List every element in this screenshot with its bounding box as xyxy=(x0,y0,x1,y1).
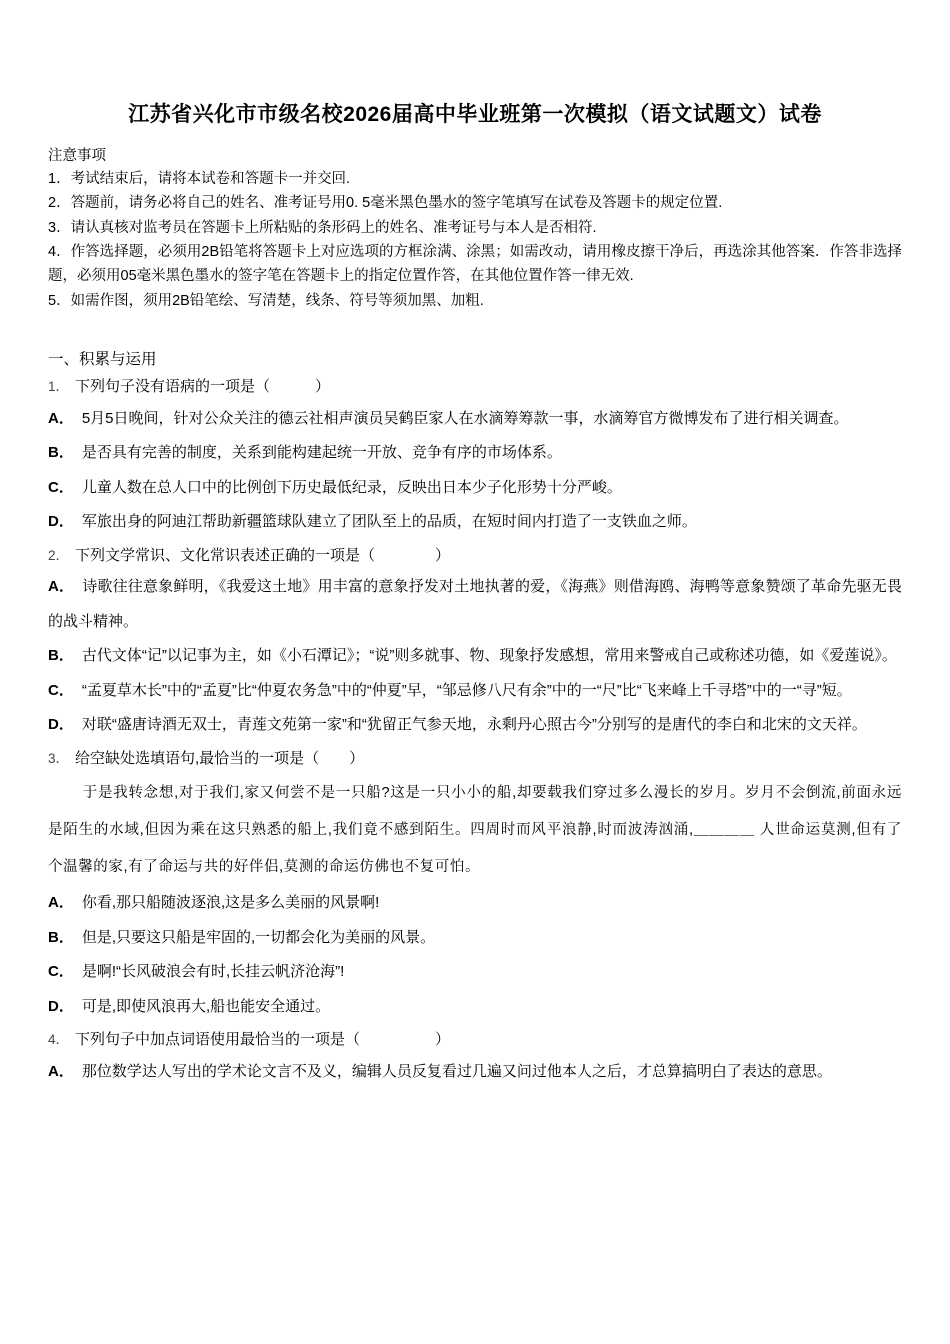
question-block-2 xyxy=(48,542,902,743)
option-text: 诗歌往往意象鲜明，《我爱这土地》用丰富的意象抒发对土地执著的爱，《海燕》则借海鸥、海鸭等意象赞颂了革命先驱无畏的战斗精神。 xyxy=(48,578,902,630)
question-stem xyxy=(48,1026,902,1055)
option-row xyxy=(48,708,902,743)
option-letter: D． xyxy=(48,997,74,1015)
option-letter: D． xyxy=(48,716,74,734)
question-block-3 xyxy=(48,745,902,1024)
option-row xyxy=(48,639,902,674)
option-text: 那位数学达人写出的学术论文言不及义，编辑人员反复看过几遍又问过他本人之后，才总算搞明白了表达的意思。 xyxy=(81,1062,832,1080)
question-stem xyxy=(48,542,902,571)
option-letter: A． xyxy=(48,578,75,596)
option-text: 儿童人数在总人口中的比例创下历史最低纪录，反映出日本少子化形势十分严峻。 xyxy=(81,478,622,496)
option-text: 是啊!“长风破浪会有时,长挂云帆济沧海”! xyxy=(81,963,345,981)
option-letter: B． xyxy=(48,647,74,665)
option-letter: B． xyxy=(48,444,74,462)
option-letter: B． xyxy=(48,928,74,946)
option-text: 5月5日晚间，针对公众关注的德云社相声演员吴鹤臣家人在水滴筹筹款一事，水滴筹官方微博发布了进行相关调查。 xyxy=(81,409,849,427)
notice-item: 1．考试结束后，请将本试卷和答题卡一并交回. xyxy=(48,171,351,187)
notice-section xyxy=(48,144,902,313)
option-text: 是否具有完善的制度，关系到能构建起统一开放、竞争有序的市场体系。 xyxy=(81,444,562,462)
option-text: 军旅出身的阿迪江帮助新疆篮球队建立了团队至上的品质，在短时间内打造了一支铁血之师。 xyxy=(81,513,697,531)
option-row xyxy=(48,990,902,1025)
question-number: 1． xyxy=(48,379,70,395)
option-text: 可是,即使风浪再大,船也能安全通过。 xyxy=(81,997,331,1015)
question-block-4 xyxy=(48,1026,902,1089)
question-stem-text: 下列句子没有语病的一项是（ ） xyxy=(75,378,331,396)
option-row xyxy=(48,402,902,437)
option-row xyxy=(48,1055,902,1090)
option-row xyxy=(48,955,902,990)
notice-item: 2．答题前，请务必将自己的姓名、准考证号用0. 5毫米黑色墨水的签字笔填写在试卷及答题卡的规定位置. xyxy=(48,195,723,212)
section-heading: 一、积累与运用 xyxy=(48,351,157,369)
option-row xyxy=(48,921,902,956)
question-number: 3． xyxy=(48,750,70,766)
page-title: 江苏省兴化市市级名校2026届高中毕业班第一次模拟（语文试题文）试卷 xyxy=(128,103,822,126)
question-stem xyxy=(48,373,902,402)
option-row xyxy=(48,505,902,540)
question-block-1 xyxy=(48,373,902,540)
question-passage: 于是我转念想,对于我们,家又何尝不是一只船?这是一只小小的船,却要载我们穿过多么漫长的岁月。岁月不会倒流,前面永远是陌生的水域,但因为乘在这只熟悉的船上,我们竟不感到陌生。四周时而风平浪静,时而波涛汹涌,＿＿＿＿ 人世命运莫测,但有了个温馨的家,有了命运与共的好伴侣,莫测的命运仿佛也不复可怕。 xyxy=(48,785,902,876)
question-stem-text: 下列文学常识、文化常识表述正确的一项是（ ） xyxy=(75,546,451,564)
option-text: 你看,那只船随波逐浪,这是多么美丽的风景啊! xyxy=(81,894,380,912)
option-letter: C． xyxy=(48,963,74,981)
option-row xyxy=(48,674,902,709)
option-text: 对联“盛唐诗酒无双士，青莲文苑第一家”和“犹留正气参天地，永剩丹心照古今”分别写的是唐代的李白和北宋的文天祥。 xyxy=(81,716,867,734)
option-text: 古代文体“记”以记事为主，如《小石潭记》；“说”则多就事、物、现象抒发感想，常用来警戒自己或称述功德，如《爱莲说》。 xyxy=(81,647,897,665)
option-row xyxy=(48,471,902,506)
notice-item: 4．作答选择题，必须用2B铅笔将答题卡上对应选项的方框涂满、涂黑；如需改动，请用橡皮擦干净后，再选涂其他答案．作答非选择题，必须用05毫米黑色墨水的签字笔在答题卡上的指定位置作答，在其他位置作答一律无效. xyxy=(48,244,902,285)
question-number: 2． xyxy=(48,547,70,563)
question-stem xyxy=(48,745,902,774)
question-stem-text: 下列句子中加点词语使用最恰当的一项是（ ） xyxy=(75,1031,451,1049)
notice-heading: 注意事项 xyxy=(48,148,106,164)
option-letter: A． xyxy=(48,409,74,427)
option-row xyxy=(48,886,902,921)
option-row xyxy=(48,570,902,639)
option-letter: A． xyxy=(48,894,74,912)
notice-item: 3．请认真核对监考员在答题卡上所粘贴的条形码上的姓名、准考证号与本人是否相符. xyxy=(48,219,597,236)
question-number: 4． xyxy=(48,1032,70,1048)
option-text: “孟夏草木长”中的“孟夏”比“仲夏农务急”中的“仲夏”早，“邹忌修八尺有余”中的一“尺”比“飞来峰上千寻塔”中的一“寻”短。 xyxy=(81,681,852,699)
notice-item: 5．如需作图，须用2B铅笔绘、写清楚，线条、符号等须加黑、加粗. xyxy=(48,292,484,309)
question-stem-text: 给空缺处选填语句,最恰当的一项是（ ） xyxy=(75,749,365,767)
option-row xyxy=(48,436,902,471)
option-letter: C． xyxy=(48,681,74,699)
option-letter: A． xyxy=(48,1062,74,1080)
option-letter: C． xyxy=(48,478,74,496)
option-letter: D． xyxy=(48,513,74,531)
option-text: 但是,只要这只船是牢固的,一切都会化为美丽的风景。 xyxy=(81,928,436,946)
